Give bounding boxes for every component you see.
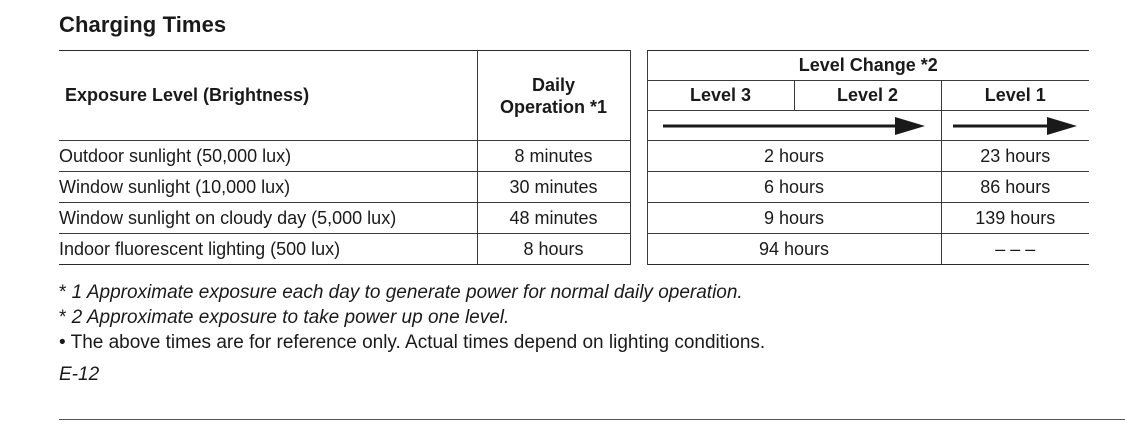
footnote-1-text: 1 Approximate exposure each day to generate power for normal daily operation. [66, 282, 743, 303]
level-3-2-value: 2 hours [647, 141, 941, 172]
bottom-rule [59, 419, 1125, 420]
table-row [59, 234, 1089, 265]
level-1-value: – – – [941, 234, 1089, 265]
daily-operation-value: 8 hours [477, 234, 630, 265]
daily-operation-value: 30 minutes [477, 172, 630, 203]
bullet-icon: • [59, 332, 66, 353]
level-1-value: 139 hours [941, 203, 1089, 234]
table-row [59, 141, 1089, 172]
reference-note-text: The above times are for reference only. Actual times depend on lighting conditions. [65, 332, 766, 353]
level-1-value: 23 hours [941, 141, 1089, 172]
row-label: Outdoor sunlight (50,000 lux) [59, 141, 477, 172]
column-divider [630, 51, 647, 265]
right-arrow-icon [663, 115, 925, 137]
table-row [59, 203, 1089, 234]
level-3-to-2-arrow-cell [647, 111, 941, 141]
level-3-2-value: 94 hours [647, 234, 941, 265]
daily-operation-value: 48 minutes [477, 203, 630, 234]
row-label: Window sunlight (10,000 lux) [59, 172, 477, 203]
header-level-1: Level 1 [941, 81, 1089, 111]
table-row [59, 172, 1089, 203]
section-title: Charging Times [59, 12, 227, 37]
header-level-change: Level Change *2 [647, 51, 1089, 81]
asterisk-mark: * [59, 282, 67, 303]
level-3-2-value: 6 hours [647, 172, 941, 203]
reference-note [59, 330, 765, 355]
header-exposure: Exposure Level (Brightness) [59, 51, 477, 141]
header-level-2: Level 2 [794, 81, 941, 111]
page-number: E-12 [59, 364, 100, 385]
level-1-arrow-cell [941, 111, 1089, 141]
level-3-2-value: 9 hours [647, 203, 941, 234]
footnotes [59, 280, 765, 355]
header-level-3: Level 3 [647, 81, 794, 111]
footnote-2 [59, 305, 765, 330]
asterisk-mark: * [59, 307, 67, 328]
row-label: Window sunlight on cloudy day (5,000 lux) [59, 203, 477, 234]
header-daily-operation: Daily Operation *1 [477, 51, 630, 141]
right-arrow-icon [953, 115, 1077, 137]
charging-times-table [59, 50, 1089, 265]
footnote-2-text: 2 Approximate exposure to take power up one level. [66, 307, 510, 328]
row-label: Indoor fluorescent lighting (500 lux) [59, 234, 477, 265]
footnote-1 [59, 280, 765, 305]
level-1-value: 86 hours [941, 172, 1089, 203]
daily-operation-value: 8 minutes [477, 141, 630, 172]
